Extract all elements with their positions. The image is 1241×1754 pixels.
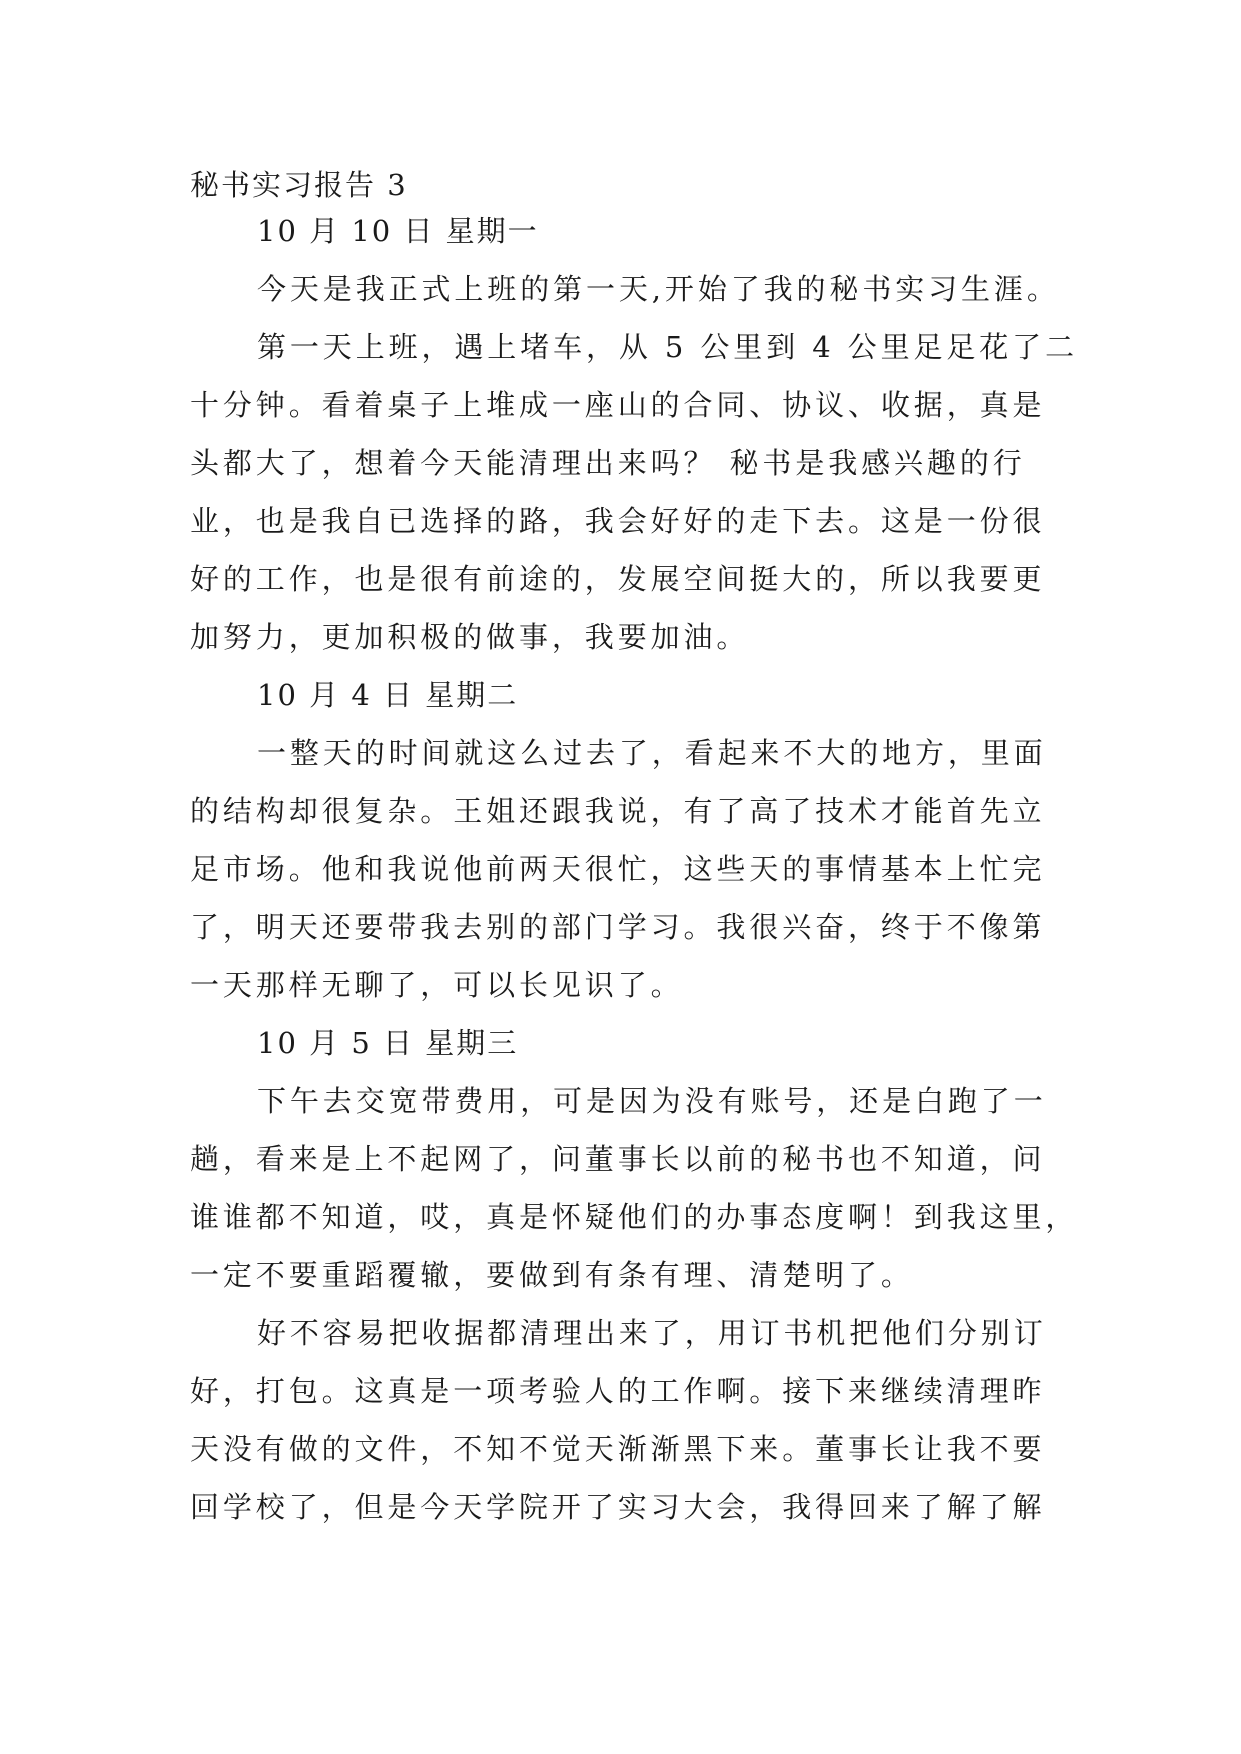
paragraph-line: 好的工作，也是很有前途的，发展空间挺大的，所以我要更 xyxy=(190,562,1046,596)
paragraph-line: 好，打包。这真是一项考验人的工作啊。接下来继续清理昨 xyxy=(190,1374,1046,1408)
paragraph-line: 天没有做的文件，不知不觉天渐渐黑下来。董事长让我不要 xyxy=(190,1432,1046,1466)
paragraph-line: 下午去交宽带费用，可是因为没有账号，还是白跑了一 xyxy=(257,1084,1047,1118)
paragraph-line: 的结构却很复杂。王姐还跟我说，有了高了技术才能首先立 xyxy=(190,794,1046,828)
diary-date-heading: 10 月 10 日 星期一 xyxy=(257,214,539,248)
paragraph-line: 第一天上班，遇上堵车，从 5 公里到 4 公里足足花了二 xyxy=(257,330,1078,364)
paragraph-line: 足市场。他和我说他前两天很忙，这些天的事情基本上忙完 xyxy=(190,852,1046,886)
paragraph-line: 了，明天还要带我去别的部门学习。我很兴奋，终于不像第 xyxy=(190,910,1046,944)
paragraph-line: 好不容易把收据都清理出来了，用订书机把他们分别订 xyxy=(257,1316,1047,1350)
paragraph-line: 一天那样无聊了，可以长见识了。 xyxy=(190,968,684,1002)
paragraph-line: 头都大了，想着今天能清理出来吗？ 秘书是我感兴趣的行 xyxy=(190,446,1026,480)
diary-date-heading: 10 月 4 日 星期二 xyxy=(257,678,519,712)
paragraph-line: 回学校了，但是今天学院开了实习大会，我得回来了解了解 xyxy=(190,1490,1046,1524)
document-body xyxy=(190,209,1079,1543)
paragraph-line: 谁谁都不知道，哎，真是怀疑他们的办事态度啊！到我这里， xyxy=(190,1200,1079,1234)
diary-date-heading: 10 月 5 日 星期三 xyxy=(257,1026,519,1060)
paragraph-line: 十分钟。看着桌子上堆成一座山的合同、协议、收据，真是 xyxy=(190,388,1046,422)
paragraph-line: 一整天的时间就这么过去了，看起来不大的地方，里面 xyxy=(257,736,1047,770)
paragraph-line: 趟，看来是上不起网了，问董事长以前的秘书也不知道，问 xyxy=(190,1142,1046,1176)
paragraph-line: 一定不要重蹈覆辙，要做到有条有理、清楚明了。 xyxy=(190,1258,914,1292)
document-title: 秘书实习报告 3 xyxy=(190,168,408,202)
paragraph-line: 今天是我正式上班的第一天,开始了我的秘书实习生涯。 xyxy=(257,272,1060,306)
paragraph-line: 业，也是我自已选择的路，我会好好的走下去。这是一份很 xyxy=(190,504,1046,538)
paragraph-line: 加努力，更加积极的做事，我要加油。 xyxy=(190,620,750,654)
